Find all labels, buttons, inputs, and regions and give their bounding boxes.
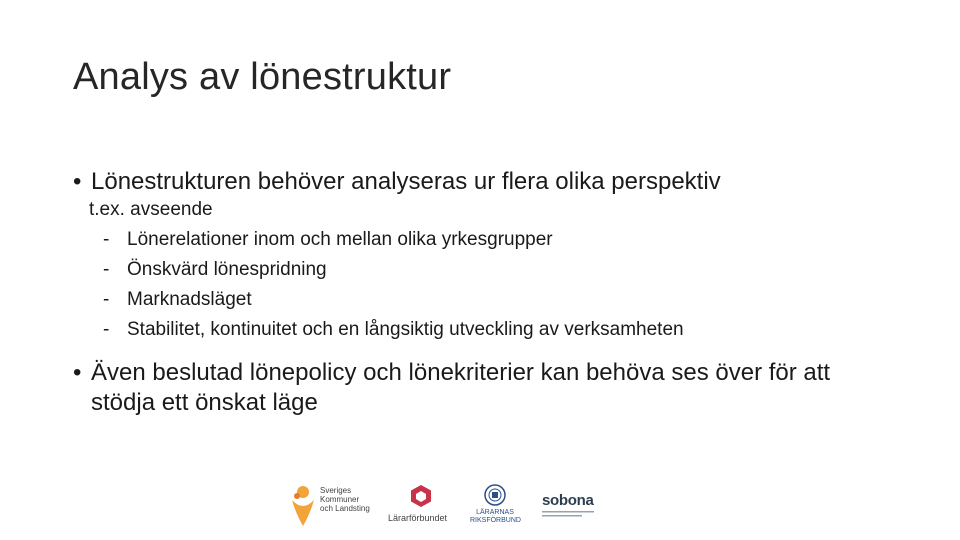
bullet-2-line-2: stödja ett önskat läge — [91, 389, 318, 416]
seal-icon — [484, 484, 506, 506]
bullet-symbol: • — [73, 168, 82, 195]
list-item: - Stabilitet, kontinuitet och en långsiktig utveckling av verksamheten — [103, 319, 684, 340]
sub-list — [103, 229, 684, 349]
skl-line-1: Sveriges — [320, 486, 352, 495]
lararforbundet-logo — [388, 484, 458, 524]
sobona-text: sobona — [542, 492, 594, 509]
sobona-logo — [542, 492, 606, 522]
skl-logo — [288, 482, 368, 526]
bullet-2-line-1: Även beslutad lönepolicy och lönekriterier kan behöva ses över för att — [91, 359, 831, 386]
dash-symbol: - — [103, 229, 110, 250]
dash-symbol: - — [103, 259, 110, 280]
bullet-1-intro: t.ex. avseende — [89, 199, 213, 220]
lararnas-logo — [470, 484, 520, 524]
bullet-1-text: Lönestrukturen behöver analyseras ur flera olika perspektiv — [91, 168, 721, 195]
lararnas-line-1: LÄRARNAS — [476, 509, 514, 516]
logo-strip — [288, 478, 608, 528]
skl-line-2: Kommuner — [320, 495, 360, 504]
slide-title: Analys av lönestruktur — [73, 56, 452, 98]
tagline-lines-icon — [542, 510, 600, 520]
list-item: - Lönerelationer inom och mellan olika yrkesgrupper — [103, 229, 553, 250]
hexagon-icon — [410, 484, 432, 508]
dash-symbol: - — [103, 289, 110, 310]
skl-line-3: och Landsting — [320, 504, 370, 513]
skl-emblem-icon — [288, 482, 318, 526]
lararnas-line-2: RIKSFÖRBUND — [470, 517, 521, 524]
bullet-1 — [73, 168, 721, 196]
dash-symbol: - — [103, 319, 110, 340]
lararforbundet-text: Lärarförbundet — [388, 513, 448, 523]
bullet-symbol: • — [73, 359, 82, 386]
bullet-2 — [73, 358, 913, 418]
list-item: - Marknadsläget — [103, 289, 252, 310]
list-item: - Önskvärd lönespridning — [103, 259, 327, 280]
